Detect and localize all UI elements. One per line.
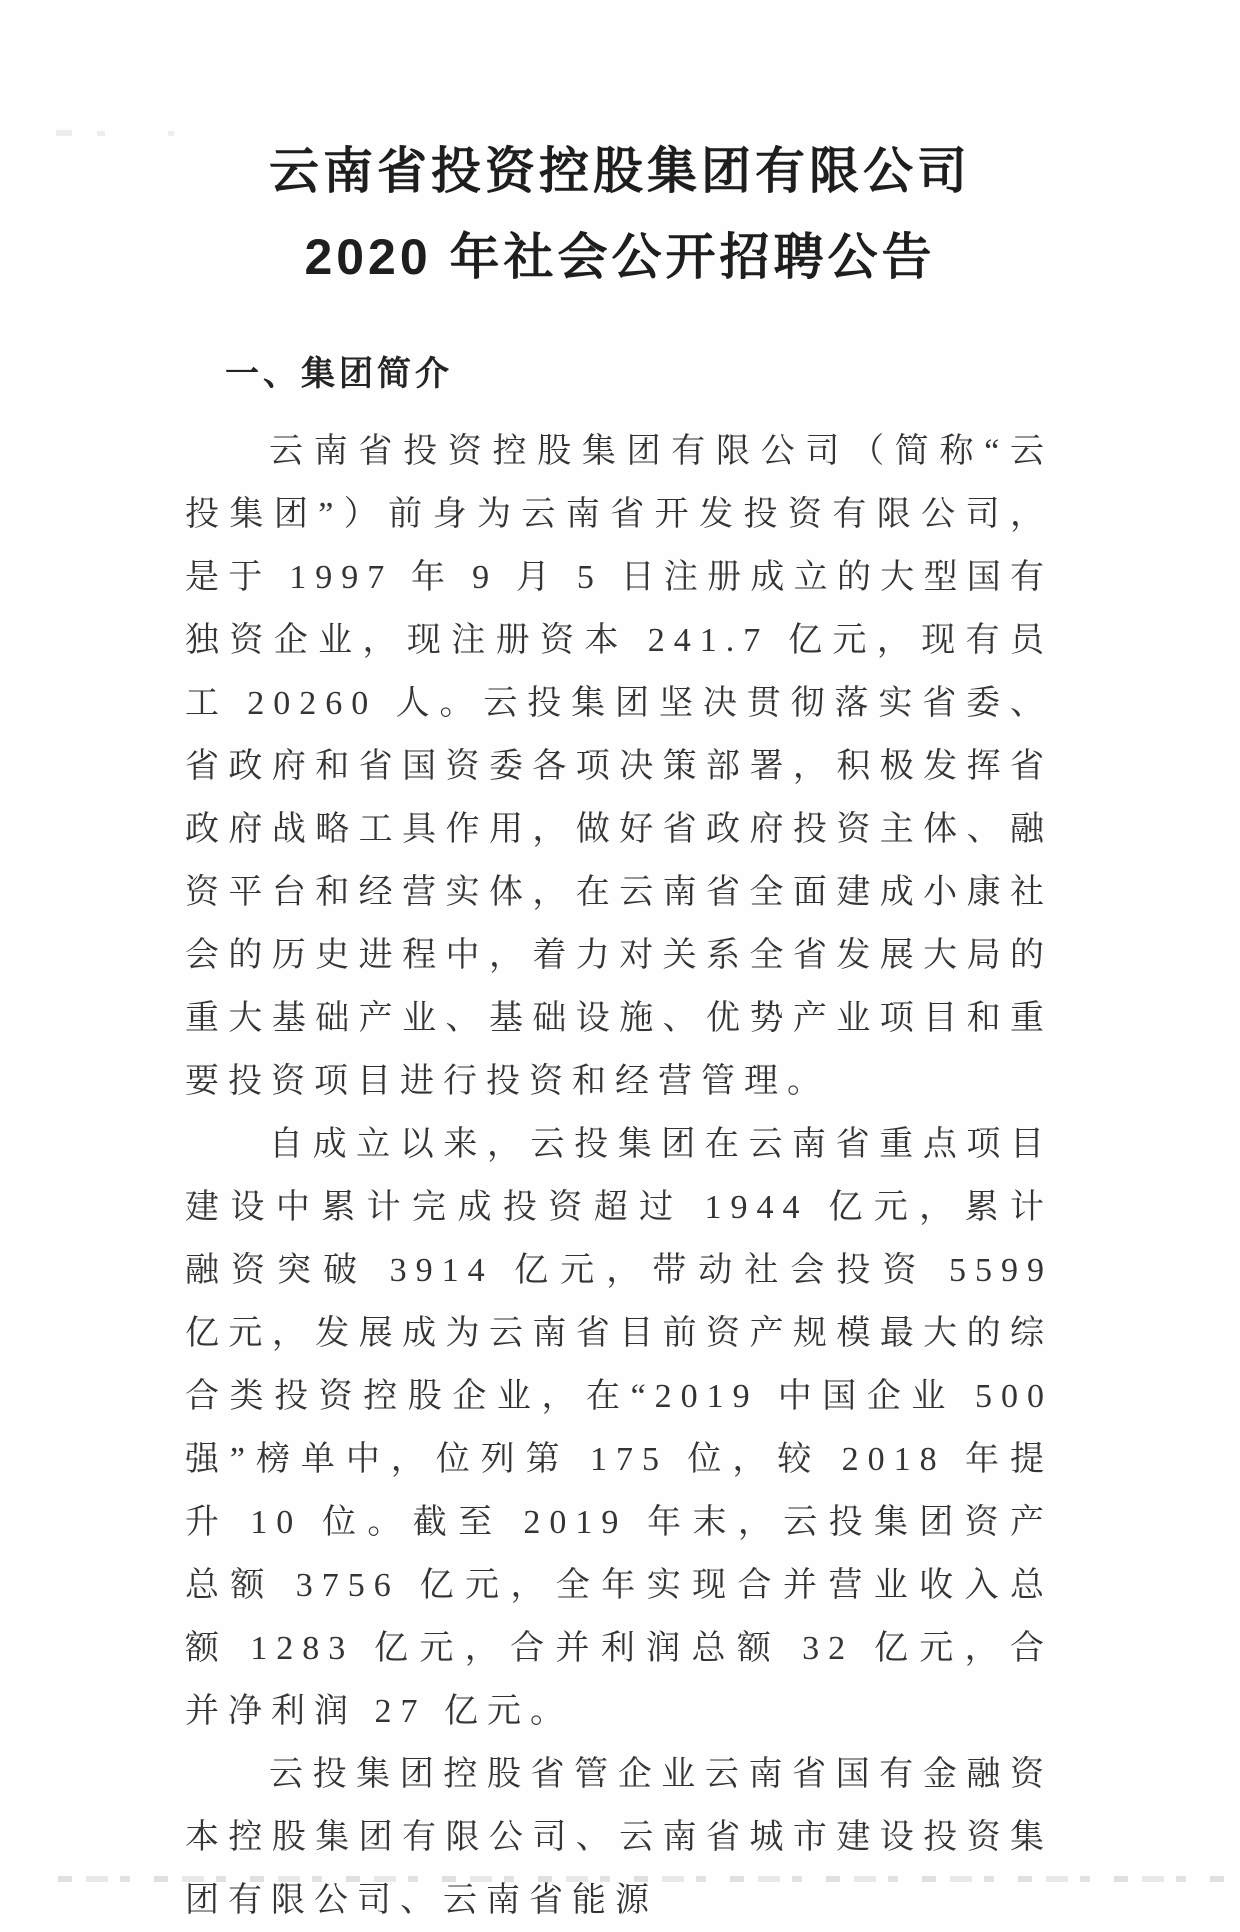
document-title-line2: 2020 年社会公开招聘公告 — [304, 229, 936, 285]
document-page — [0, 128, 1240, 1919]
document-title-line1: 云南省投资控股集团有限公司 — [269, 143, 971, 199]
scan-artifact — [168, 131, 174, 136]
paragraph-company-overview: 云南省投资控股集团有限公司（简称“云投集团”）前身为云南省开发投资有限公司，是于 1997 年 9 月 5 日注册成立的大型国有独资企业，现注册资本 241.7 亿元，现有员工 20260 人。云投集团坚决贯彻落实省委、省政府和省国资委各项决策部署，积极发挥省政府战略工具作用，做好省政府投资主体、融资平台和经营实体，在云南省全面建成小康社会的历史进程中，着力对关系全省发展大局的重大基础产业、基础设施、优势产业项目和重要投资项目进行投资和经营管理。 — [185, 433, 1053, 1100]
scan-artifact — [56, 130, 72, 136]
page-bottom-cutoff-marks — [58, 1876, 1234, 1882]
section-heading-group-intro: 一、集团简介 — [225, 355, 453, 393]
paragraph-investment-achievements: 自成立以来，云投集团在云南省重点项目建设中累计完成投资超过 1944 亿元，累计融资突破 3914 亿元，带动社会投资 5599 亿元，发展成为云南省目前资产规模最大的综合类投资控股企业，在“2019 中国企业 500 强”榜单中，位列第 175 位，较 2018 年提升 10 位。截至 2019 年末，云投集团资产总额 3756 亿元，全年实现合并营业收入总额 1283 亿元，合并利润总额 32 亿元，合并净利润 27 亿元。 — [185, 1126, 1053, 1730]
scan-artifact — [97, 131, 105, 136]
document-body — [185, 352, 1053, 1932]
document-title — [0, 128, 1240, 300]
paragraph-subsidiaries: 云投集团控股省管企业云南省国有金融资本控股集团有限公司、云南省城市建设投资集团有限公司、云南省能源 — [185, 1756, 1053, 1919]
